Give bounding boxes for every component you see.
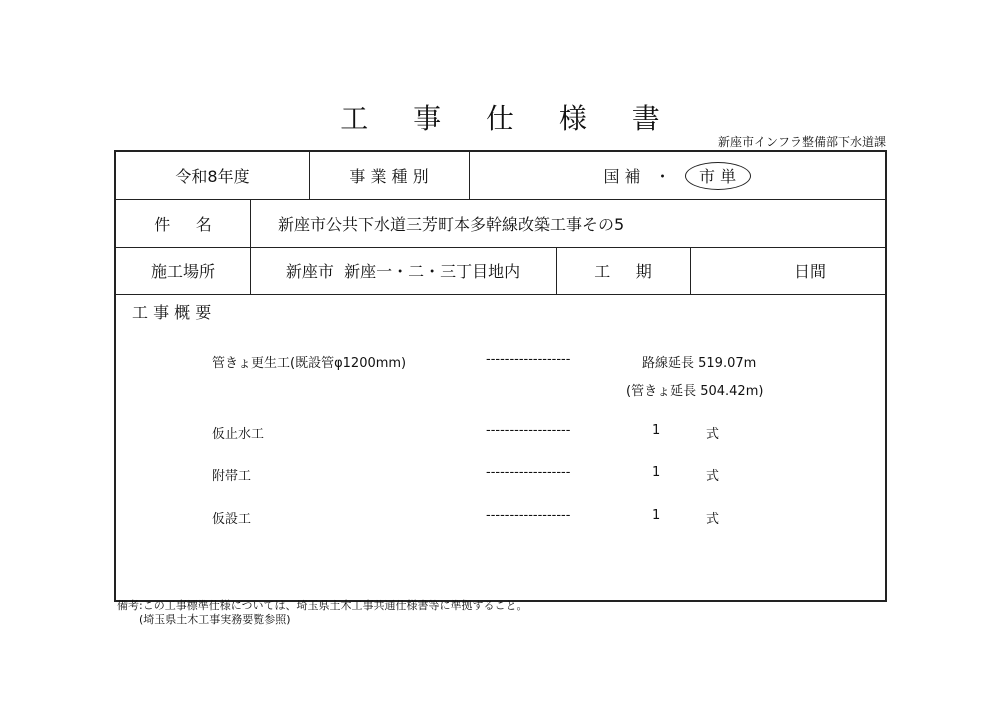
project-name: 新座市公共下水道三芳町本多幹線改築工事その5: [278, 214, 625, 234]
header-row: [116, 152, 885, 200]
period-value: 日間: [794, 262, 827, 281]
item-quantity: 1: [652, 508, 661, 523]
subsidy-cell: [469, 152, 885, 199]
item-leader: ------------------: [486, 508, 571, 523]
site-value: 新座市 新座一・二・三丁目地内: [285, 262, 521, 281]
fiscal-year-cell: 令和8年度: [175, 167, 250, 186]
subsidy-national: 国 補: [603, 167, 641, 186]
department-name: 新座市インフラ整備部下水道課: [717, 135, 886, 149]
subsidy-city-circled: 市 単: [685, 162, 751, 190]
site-row: [116, 247, 885, 295]
item-name: 仮設工: [212, 512, 252, 527]
item-unit: 式: [706, 512, 720, 527]
document-title: 工 事 仕 様 書: [340, 102, 678, 135]
item-leader: ------------------: [486, 465, 571, 480]
site-label: 施工場所: [150, 262, 215, 281]
remarks: [117, 599, 527, 627]
subsidy-separator: ・: [654, 167, 671, 186]
spec-table: [114, 150, 887, 602]
period-label: 工 期: [594, 262, 652, 281]
item-unit: 式: [706, 427, 720, 442]
name-label: 件 名: [154, 214, 212, 234]
item-name: 管きょ更生工(既設管φ1200mm): [212, 356, 407, 371]
overview-title: 工 事 概 要: [132, 303, 212, 322]
project-type-label: 事 業 種 別: [349, 167, 429, 186]
item-leader: ------------------: [486, 423, 571, 438]
item-quantity-sub: (管きょ延長 504.42m): [626, 384, 764, 399]
item-name: 附帯工: [212, 469, 252, 484]
item-quantity: 路線延長 519.07m: [642, 356, 757, 371]
item-quantity: 1: [652, 465, 661, 480]
item-name: 仮止水工: [212, 427, 265, 442]
item-leader: ------------------: [486, 352, 571, 367]
remarks-line: 備考:この工事標準仕様については、埼玉県土木工事共通仕様書等に準拠すること。: [117, 599, 528, 612]
divider: [250, 199, 251, 247]
remarks-line: (埼玉県土木工事実務要覧参照): [139, 613, 291, 626]
item-quantity: 1: [652, 423, 661, 438]
item-unit: 式: [706, 469, 720, 484]
name-row: [116, 199, 885, 248]
divider: [690, 247, 691, 294]
